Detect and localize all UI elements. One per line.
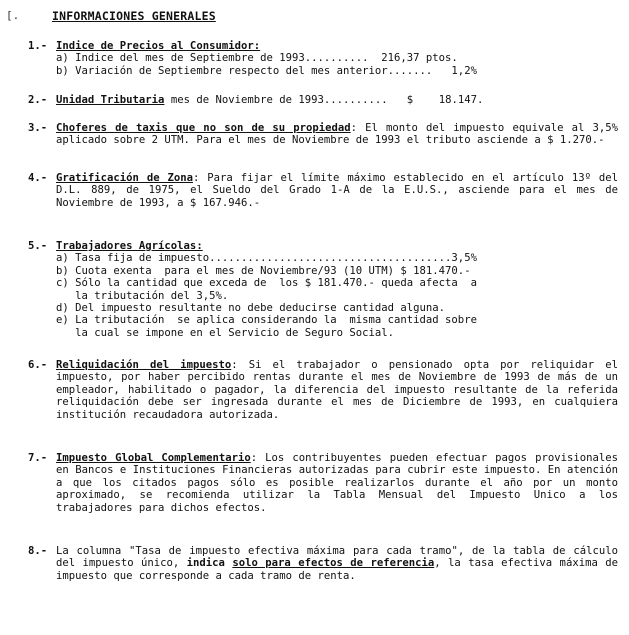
item-text: , la tasa efectiva máxima de impuesto que corresponde a cada tramo de renta. [56,557,618,582]
item-title: Impuesto Global Complementario [56,452,251,464]
item-number: 5.- [28,240,48,252]
margin-mark: [. [6,9,20,22]
item-number: 2.- [28,94,48,106]
item-text: : Si el trabajador o pensionado opta por reliquidar el impuesto, por haber percibido rentas durante el mes de Noviembre de 1993 de más de un empleador, habilitado o pagador, la diferencia del impuesto resultante de la referida reliquidación debe ser ingresada durante el mes de Diciembre de 1993, en cualquiera institución recaudadora autorizada. [56,359,619,421]
item-line: b) Variación de Septiembre respecto del mes anterior....... 1,2% [56,64,477,77]
item-title: Choferes de taxis que no son de su propiedad [56,122,351,134]
item-text: : El monto del impuesto equivale al 3,5% aplicado sobre 2 UTM. Para el mes de Noviembre de 1993 el tributo asciende a $ 1.270.- [56,122,618,147]
item-text: La columna "Tasa de impuesto efectiva máxima para cada tramo", de la tabla de cálculo del impuesto único, [56,545,618,570]
item-line: a) Indice del mes de Septiembre de 1993.......... 216,37 ptos. [56,52,458,65]
item-title: Gratificación de Zona [56,172,193,184]
item-emphasis: indica [186,557,233,570]
item-number: 3.- [28,122,48,134]
item-number: 6.- [28,359,48,371]
item-title: Indice de Precios al Consumidor: [56,40,261,52]
item-text: mes de Noviembre de 1993.......... $ 18.147. [164,94,484,106]
item-title: Trabajadores Agrícolas: [56,240,203,252]
item-line: c) Sólo la cantidad que exceda de los $ 181.470.- queda afecta a [56,277,477,290]
item-5 [28,240,618,339]
page-header: INFORMACIONES GENERALES [52,9,216,23]
item-text: : Para fijar el límite máximo establecido en el artículo 13º del D.L. 889, de 1975, el Sueldo del Grado 1-A de la E.U.S., asciende para el mes de Noviembre de 1993, a $ 167.946.- [56,172,618,209]
item-4 [28,172,618,209]
item-line: a) Tasa fija de impuesto......................................3,5% [56,252,477,265]
item-title: Reliquidación del impuesto [56,359,232,371]
item-line: la tributación del 3,5%. [56,289,229,302]
item-line: e) La tributación se aplica considerando la misma cantidad sobre [56,314,477,327]
item-emphasis-underlined: solo para efectos de referencia [232,557,435,570]
item-text: : Los contribuyentes pueden efectuar pagos provisionales en Bancos e Instituciones Financieras autorizadas para cubrir este impuesto. En atención a que los citados pagos sólo es posible realizarlos durante el año por un monto aproximado, se recomienda utilizar la Tabla Mensual del Impuesto Unico a los trabajadores para dichos efectos. [56,452,618,514]
item-number: 1.- [28,40,48,52]
item-line: d) Del impuesto resultante no debe deducirse cantidad alguna. [56,302,446,315]
item-6 [28,359,618,421]
item-1 [28,40,618,77]
item-title: Unidad Tributaria [56,94,165,106]
item-number: 8.- [28,545,48,557]
item-line: b) Cuota exenta para el mes de Noviembre/93 (10 UTM) $ 181.470.- [56,264,471,277]
item-number: 7.- [28,452,48,464]
item-7 [28,452,618,514]
item-2 [28,94,618,106]
item-line: la cual se impone en el Servicio de Seguro Social. [56,326,395,339]
item-number: 4.- [28,172,48,184]
item-8 [28,545,618,582]
item-3 [28,122,618,147]
